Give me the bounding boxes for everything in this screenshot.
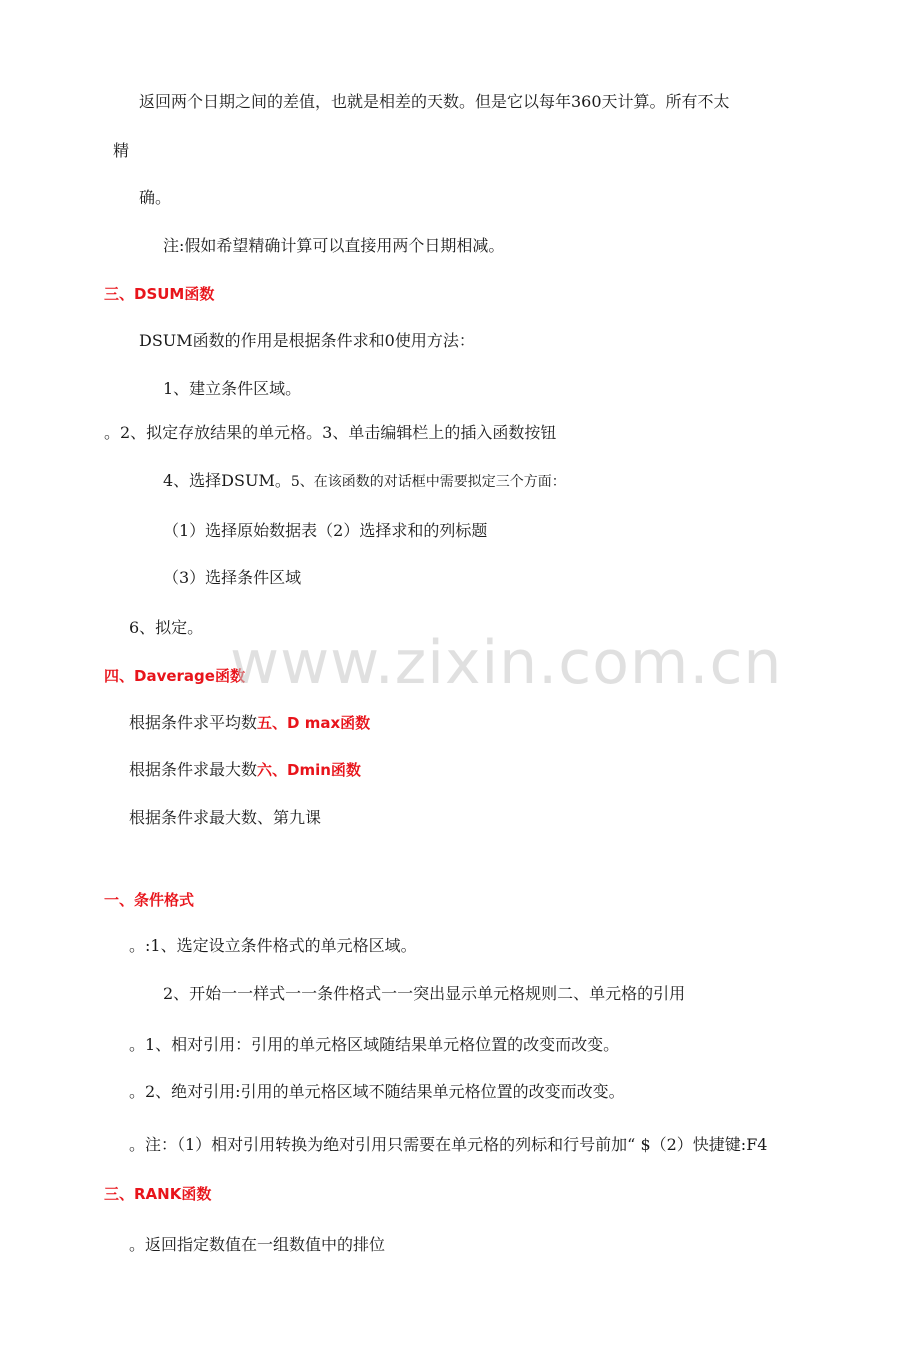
body-text-line (129, 712, 370, 734)
step-line: 6、拟定。 (129, 618, 204, 637)
step-line: 。1、相对引用：引用的单元格区域随结果单元格位置的改变而改变。 (129, 1035, 620, 1054)
body-text-line: 。返回指定数值在一组数值中的排位 (129, 1235, 386, 1254)
body-text: 根据条件求最大数 (129, 760, 258, 779)
body-text-line: 精 (113, 141, 130, 160)
step-line (163, 470, 566, 493)
section-heading: 四、Daverage函数 (104, 667, 245, 685)
body-text-line (129, 759, 361, 781)
step-line: 。2、拟定存放结果的单元格。3、单击编辑栏上的插入函数按钮 (104, 423, 557, 442)
section-heading: 三、RANK函数 (104, 1185, 212, 1203)
step-line: （1）选择原始数据表（2）选择求和的列标题 (163, 521, 488, 540)
note-line: 。注：（1）相对引用转换为绝对引用只需要在单元格的列标和行号前加“ $（2）快捷键:F4 (129, 1135, 768, 1154)
section-heading: 三、DSUM函数 (104, 285, 215, 303)
body-text-line: 根据条件求最大数、第九课 (129, 808, 322, 827)
body-text-line: 返回两个日期之间的差值，也就是相差的天数。但是它以每年360天计算。所有不太 (139, 92, 730, 111)
body-text: 根据条件求平均数 (129, 713, 258, 732)
step-line: 2、开始一一样式一一条件格式一一突出显示单元格规则二、单元格的引用 (163, 984, 686, 1003)
step-line: 。2、绝对引用:引用的单元格区域不随结果单元格位置的改变而改变。 (129, 1082, 625, 1101)
note-line: 注:假如希望精确计算可以直接用两个日期相减。 (163, 236, 505, 255)
step-line: （3）选择条件区域 (163, 568, 302, 587)
step-4-text: 4、选择DSUM。 (163, 471, 291, 490)
body-text-line: 确。 (139, 188, 172, 207)
step-5-text: 5、在该函数的对话框中需要拟定三个方面： (290, 474, 566, 490)
watermark: www.zixin.com.cn (230, 628, 783, 698)
inline-section-heading: 五、D max函数 (257, 714, 371, 732)
section-heading: 一、条件格式 (104, 891, 195, 909)
inline-section-heading: 六、Dmin函数 (257, 761, 361, 779)
step-line: 。:1、选定设立条件格式的单元格区域。 (129, 936, 417, 955)
body-text-line: DSUM函数的作用是根据条件求和0使用方法： (139, 331, 475, 350)
step-line: 1、建立条件区域。 (163, 379, 302, 398)
